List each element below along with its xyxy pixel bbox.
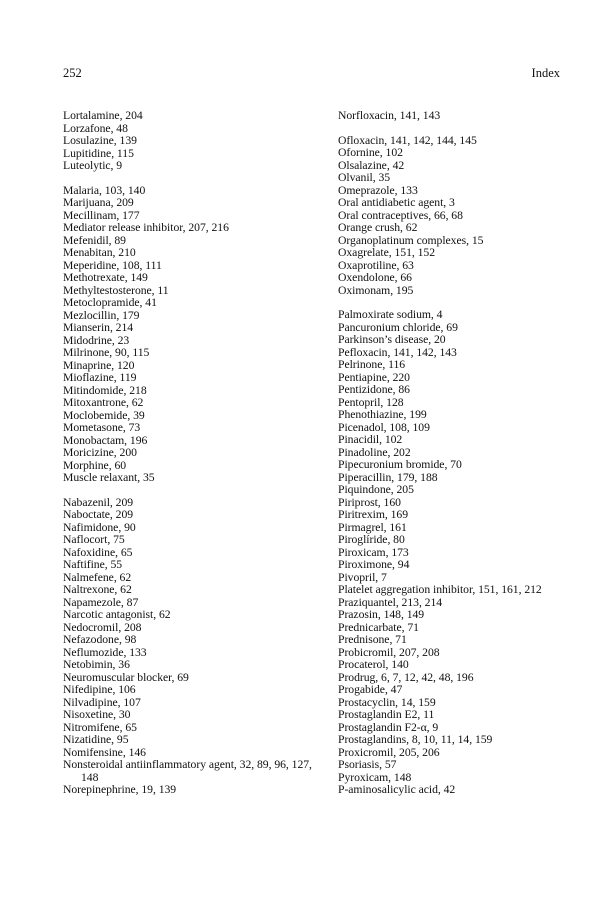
index-entry: Moclobemide, 39 [63, 408, 145, 422]
index-entry: Netobimin, 36 [63, 658, 130, 671]
index-entry: Nedocromil, 208 [63, 620, 142, 634]
index-entry: Olvanil, 35 [338, 171, 391, 184]
index-letter-group [338, 309, 600, 797]
index-entry: Mioflazine, 119 [63, 371, 137, 384]
index-entry: Procaterol, 140 [338, 658, 409, 671]
index-entry: Piperacillin, 179, 188 [338, 470, 438, 484]
index-letter-group [338, 110, 600, 123]
index-entry: Piroxicam, 173 [338, 545, 409, 559]
index-entry: Mitindomide, 218 [63, 383, 147, 397]
index-letter-group [338, 135, 600, 298]
index-entry: Prodrug, 6, 7, 12, 42, 48, 196 [338, 670, 474, 684]
index-entry: Mecillinam, 177 [63, 208, 140, 222]
index-entry: Omeprazole, 133 [338, 183, 418, 197]
index-column-right [338, 110, 600, 809]
index-entry: Naltrexone, 62 [63, 583, 132, 596]
index-entry: Mometasone, 73 [63, 421, 141, 434]
index-letter-group [63, 497, 328, 797]
index-entry: Orange crush, 62 [338, 221, 418, 234]
index-entry: Metoclopramide, 41 [63, 296, 157, 309]
index-entry: Lupitidine, 115 [63, 146, 134, 160]
index-entry: Pentopril, 128 [338, 395, 404, 409]
index-entry: Picenadol, 108, 109 [338, 420, 430, 434]
index-entry: Morphine, 60 [63, 458, 127, 472]
index-entry: Platelet aggregation inhibitor, 151, 161, 212 [338, 583, 542, 596]
index-entry: Norfloxacin, 141, 143 [338, 109, 441, 122]
index-entry: Oral contraceptives, 66, 68 [338, 208, 463, 222]
index-entry: Norepinephrine, 19, 139 [63, 783, 177, 796]
index-entry: Monobactam, 196 [63, 433, 148, 447]
index-entry: Olsalazine, 42 [338, 158, 405, 172]
index-entry: P-aminosalicylic acid, 42 [338, 783, 456, 796]
index-entry: Nomifensine, 146 [63, 745, 146, 759]
index-entry: Oxendolone, 66 [338, 271, 412, 284]
index-entry: Psoriasis, 57 [338, 758, 397, 771]
index-entry: Pelrinone, 116 [338, 358, 406, 371]
index-entry: Nafimidone, 90 [63, 520, 136, 534]
index-entry: Milrinone, 90, 115 [63, 346, 150, 359]
index-entry: Losulazine, 139 [63, 134, 137, 147]
index-entry: Pipecuronium bromide, 70 [338, 458, 462, 471]
index-entry: Piquindone, 205 [338, 483, 414, 496]
index-entry: Oximonam, 195 [338, 283, 414, 297]
index-entry: Lorzafone, 48 [63, 121, 128, 135]
index-entry: Parkinson’s disease, 20 [338, 333, 446, 346]
index-entry: Naboctate, 209 [63, 508, 134, 521]
index-entry: Methotrexate, 149 [63, 271, 148, 284]
index-entry: Nafoxidine, 65 [63, 545, 133, 559]
index-entry: Palmoxirate sodium, 4 [338, 308, 443, 321]
index-entry: Prednicarbate, 71 [338, 620, 419, 634]
index-entry: Progabide, 47 [338, 683, 403, 696]
index-entry: Organoplatinum complexes, 15 [338, 233, 484, 247]
index-entry: Prostaglandin E2, 11 [338, 708, 435, 721]
index-entry: Pefloxacin, 141, 142, 143 [338, 345, 457, 359]
index-entry: Marijuana, 209 [63, 196, 134, 209]
index-entry: Nabazenil, 209 [63, 495, 134, 509]
index-entry: Piritrexim, 169 [338, 508, 409, 521]
index-entry: Nizatidine, 95 [63, 733, 129, 746]
index-entry: Prednisone, 71 [338, 633, 407, 646]
index-entry: Oral antidiabetic agent, 3 [338, 196, 455, 209]
index-entry: Prostacyclin, 14, 159 [338, 695, 436, 709]
index-entry: Nitromifene, 65 [63, 720, 137, 734]
index-entry: Piriprost, 160 [338, 495, 401, 509]
index-entry: Prostaglandins, 8, 10, 11, 14, 159 [338, 733, 493, 746]
page-number: 252 [63, 66, 82, 80]
index-entry: Nefazodone, 98 [63, 633, 137, 646]
index-entry: Neflumozide, 133 [63, 645, 147, 659]
index-entry: Probicromil, 207, 208 [338, 645, 440, 659]
index-entry: Mefenidil, 89 [63, 233, 126, 247]
index-entry: Nifedipine, 106 [63, 683, 136, 696]
index-entry: Pinadoline, 202 [338, 445, 411, 459]
index-entry: Nilvadipine, 107 [63, 695, 141, 709]
index-entry: Midodrine, 23 [63, 333, 130, 347]
index-entry: Mediator release inhibitor, 207, 216 [63, 221, 229, 234]
index-entry: Ofornine, 102 [338, 146, 403, 159]
index-entry: Nisoxetine, 30 [63, 708, 131, 721]
index-entry: Muscle relaxant, 35 [63, 471, 155, 484]
index-entry: Mitoxantrone, 62 [63, 396, 144, 409]
index-entry: Meperidine, 108, 111 [63, 258, 162, 272]
index-entry: Mezlocillin, 179 [63, 308, 140, 322]
index-column-left [63, 110, 328, 809]
index-entry: Lortalamine, 204 [63, 109, 143, 122]
index-entry: Pancuronium chloride, 69 [338, 320, 458, 334]
index-entry: Proxicromil, 205, 206 [338, 745, 440, 759]
index-entry: Piroximone, 94 [338, 558, 410, 571]
index-letter-group [63, 185, 328, 485]
running-header-title: Index [531, 66, 560, 80]
index-entry: Oxaprotiline, 63 [338, 258, 414, 272]
index-entry: Malaria, 103, 140 [63, 183, 146, 197]
index-entry: Prazosin, 148, 149 [338, 608, 425, 621]
index-entry: Pinacidil, 102 [338, 433, 403, 446]
index-entry: Moricizine, 200 [63, 446, 137, 459]
index-entry: Praziquantel, 213, 214 [338, 595, 443, 609]
index-entry: Prostaglandin F2-α, 9 [338, 720, 439, 734]
index-entry: Piroglíride, 80 [338, 533, 405, 546]
index-entry: Pyroxicam, 148 [338, 770, 412, 784]
index-entry: Mianserin, 214 [63, 321, 134, 334]
index-entry: Ofloxacin, 141, 142, 144, 145 [338, 133, 477, 147]
index-entry: Nonsteroidal antiinflammatory agent, 32, 89, 96, 127, 148 [63, 758, 312, 784]
index-entry: Phenothiazine, 199 [338, 408, 427, 421]
index-entry: Pentizidone, 86 [338, 383, 410, 396]
index-entry: Menabitan, 210 [63, 246, 136, 259]
index-entry: Minaprine, 120 [63, 358, 135, 372]
index-entry: Pivopril, 7 [338, 570, 387, 584]
index-entry: Neuromuscular blocker, 69 [63, 670, 189, 684]
index-entry: Nalmefene, 62 [63, 570, 132, 584]
index-entry: Luteolytic, 9 [63, 159, 123, 172]
index-entry: Napamezole, 87 [63, 595, 139, 609]
index-entry: Oxagrelate, 151, 152 [338, 246, 436, 259]
index-entry: Pentiapine, 220 [338, 370, 410, 384]
index-entry: Narcotic antagonist, 62 [63, 608, 171, 621]
index-entry: Naftifine, 55 [63, 558, 123, 571]
index-entry: Methyltestosterone, 11 [63, 283, 169, 297]
index-entry: Pirmagrel, 161 [338, 520, 407, 534]
index-letter-group [63, 110, 328, 173]
index-entry: Naflocort, 75 [63, 533, 125, 546]
